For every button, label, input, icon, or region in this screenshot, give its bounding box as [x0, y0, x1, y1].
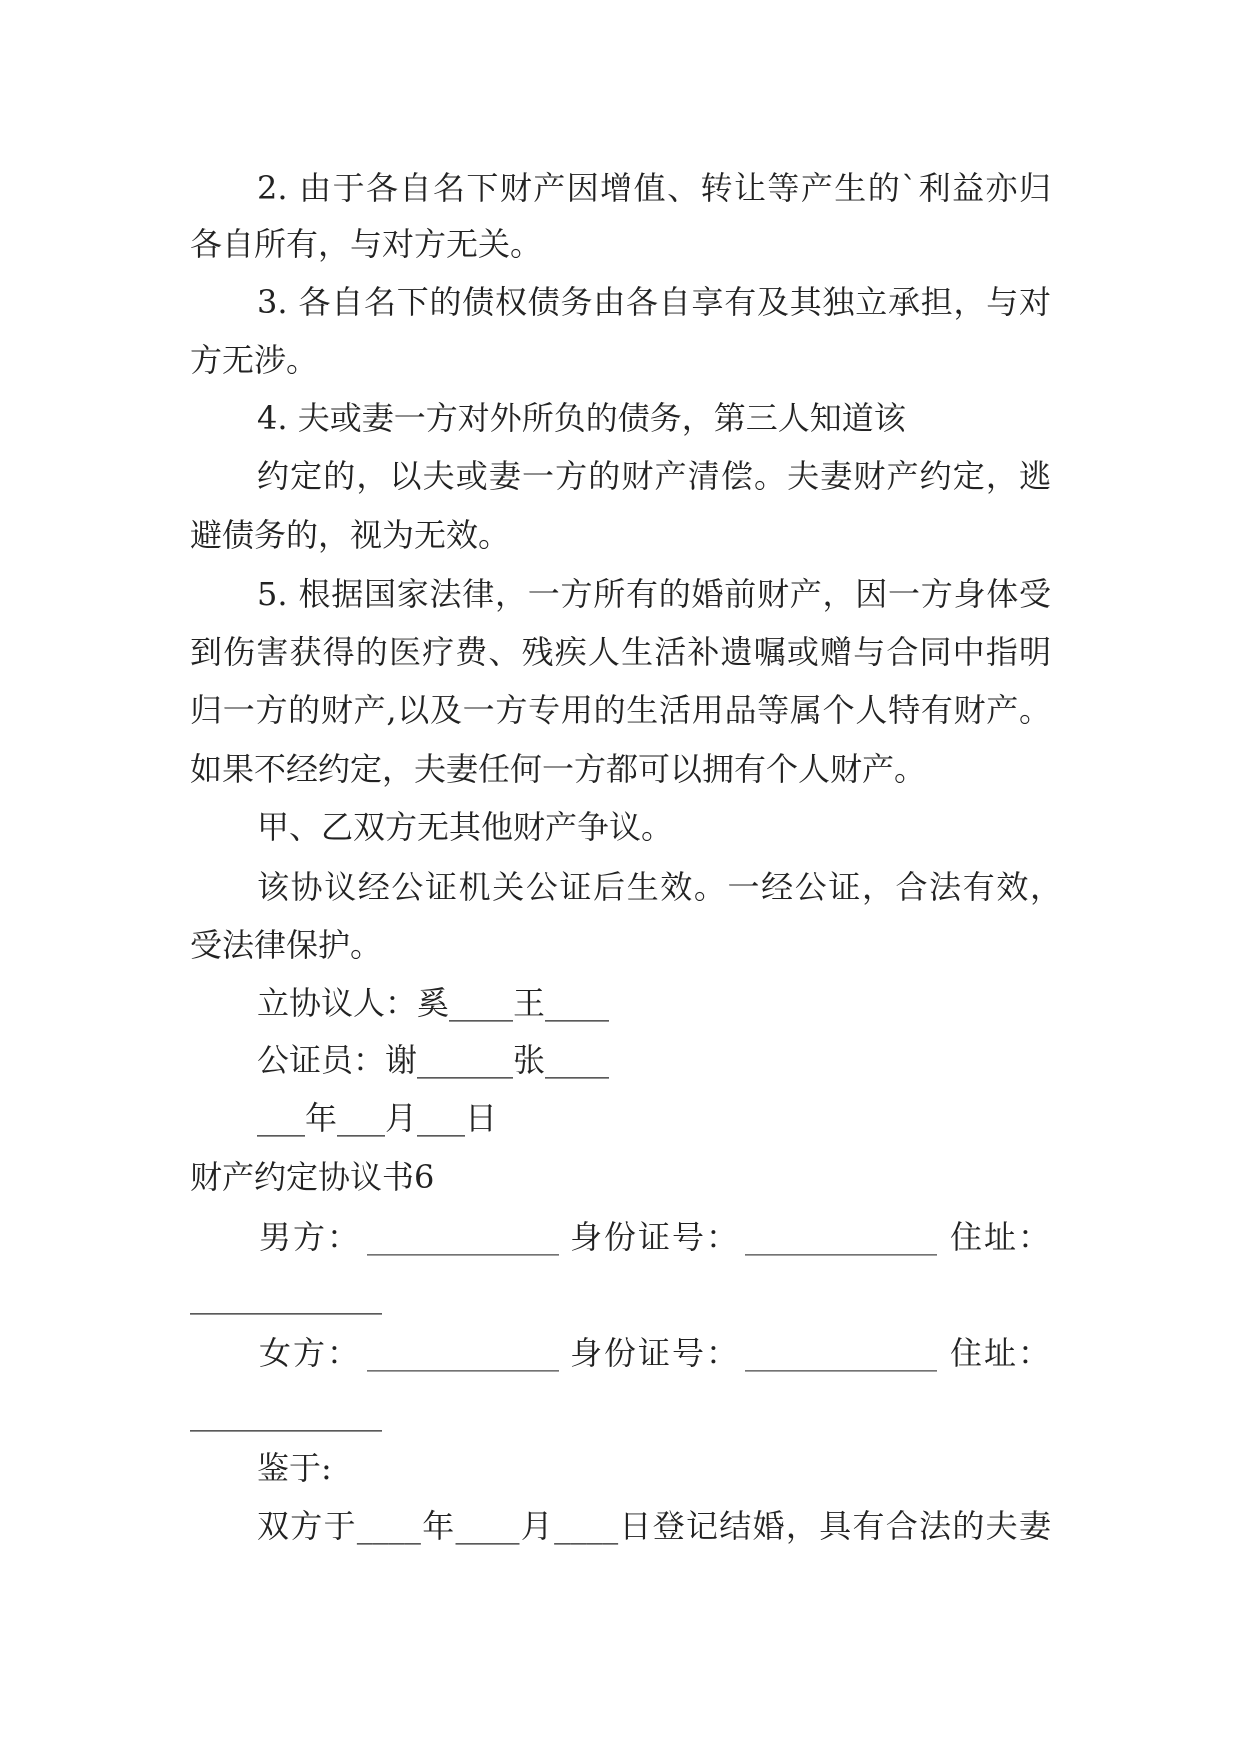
clause-3-line-1: 3. 各自名下的债权债务由各自享有及其独立承担，与对 — [257, 283, 1051, 321]
clause-5-line-2: 到伤害获得的医疗费、残疾人生活补遗嘱或赠与合同中指明 — [190, 633, 1051, 671]
husband-id-label: 身份证号： — [570, 1218, 741, 1256]
whereas-marriage-line: 双方于____年____月____日登记结婚，具有合法的夫妻 — [257, 1507, 1051, 1545]
effectiveness-line-2: 受法律保护。 — [190, 926, 383, 964]
clause-4-line-2: 约定的，以夫或妻一方的财产清偿。夫妻财产约定，逃 — [257, 457, 1051, 495]
clause-2-line-2: 各自所有，与对方无关。 — [190, 225, 543, 263]
clause-4-line-3: 避债务的，视为无效。 — [190, 516, 511, 554]
date-line: ___年___月___日 — [257, 1099, 498, 1137]
husband-id-blank: ____________ — [745, 1218, 937, 1256]
husband-address-label: 住址： — [950, 1218, 1053, 1256]
wife-id-blank: ____________ — [745, 1334, 937, 1372]
wife-label: 女方： — [259, 1334, 362, 1372]
wife-address-label: 住址： — [950, 1334, 1053, 1372]
notary-signature-line: 公证员：谢______张____ — [257, 1041, 610, 1079]
agreement-title: 财产约定协议书6 — [190, 1158, 435, 1196]
wife-address-blank: ____________ — [190, 1394, 382, 1432]
clause-3-line-2: 方无涉。 — [190, 341, 319, 379]
whereas-label: 鉴于: — [257, 1449, 332, 1487]
husband-address-blank: ____________ — [190, 1277, 382, 1315]
husband-label: 男方： — [259, 1218, 362, 1256]
parties-signature-line: 立协议人：奚____王____ — [257, 984, 610, 1022]
husband-info-row — [0, 1217, 1241, 1257]
no-dispute-statement: 甲、乙双方无其他财产争议。 — [257, 808, 674, 846]
wife-name-blank: ____________ — [367, 1334, 559, 1372]
wife-id-label: 身份证号： — [570, 1334, 741, 1372]
clause-5-line-4: 如果不经约定，夫妻任何一方都可以拥有个人财产。 — [190, 750, 927, 788]
effectiveness-line-1: 该协议经公证机关公证后生效。一经公证，合法有效， — [257, 868, 1062, 906]
clause-5-line-3: 归一方的财产,以及一方专用的生活用品等属个人特有财产。 — [190, 691, 1051, 729]
clause-5-line-1: 5. 根据国家法律，一方所有的婚前财产，因一方身体受 — [257, 575, 1051, 613]
husband-name-blank: ____________ — [367, 1218, 559, 1256]
wife-info-row — [0, 1333, 1241, 1373]
clause-4-line-1: 4. 夫或妻一方对外所负的债务，第三人知道该 — [257, 399, 906, 437]
clause-2-line-1: 2. 由于各自名下财产因增值、转让等产生的`利益亦归 — [257, 169, 1051, 207]
